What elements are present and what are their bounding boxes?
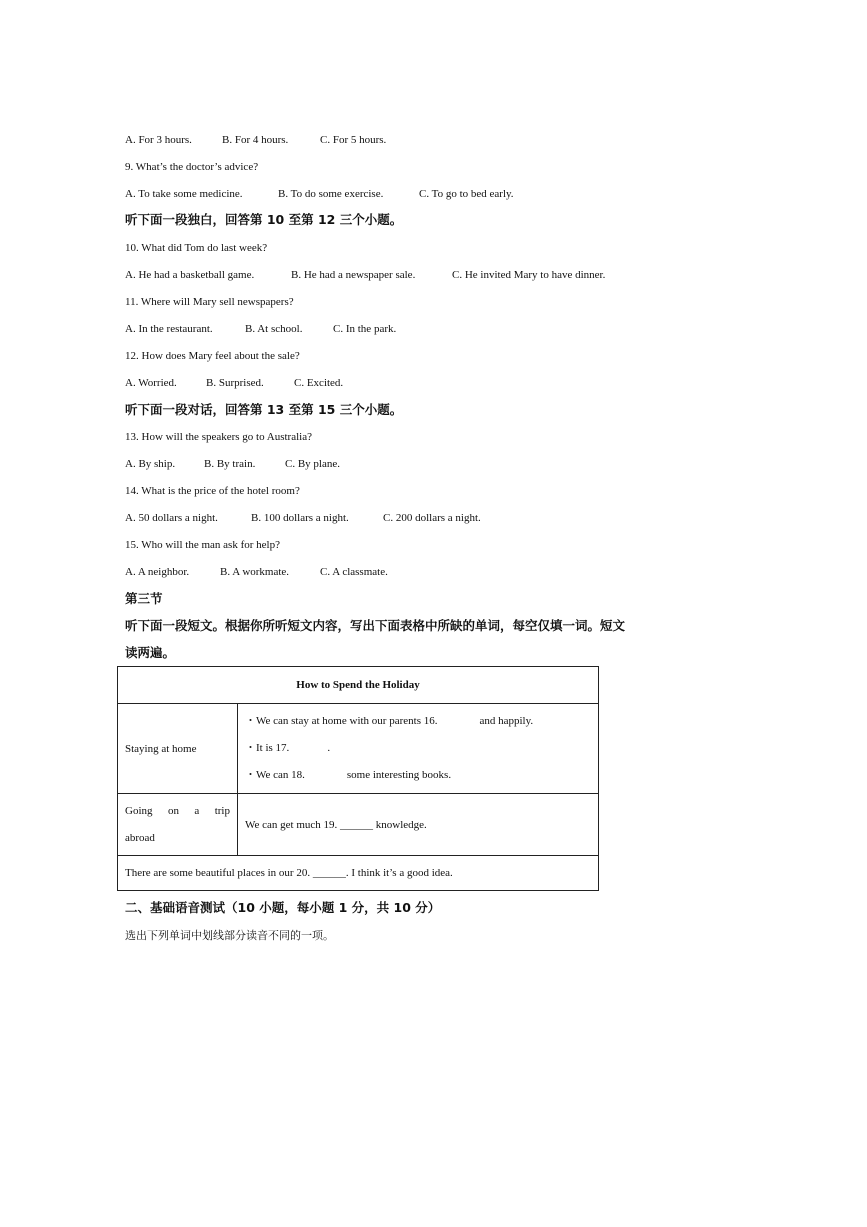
part3-instructions-line1: 听下面一段短文。根据你所听短文内容，写出下面表格中所缺的单词，每空仅填一词。短文: [125, 618, 626, 633]
q15-options: A. A neighbor. B. A workmate. C. A classmate.: [125, 566, 388, 578]
q14-question: 14. What is the price of the hotel room?: [125, 485, 300, 497]
row1-label: Staying at home: [118, 704, 238, 794]
holiday-table: [117, 666, 599, 891]
row2-content: We can get much 19. ______ knowledge.: [238, 794, 599, 856]
q13-options: A. By ship. B. By train. C. By plane.: [125, 458, 340, 470]
section-monologue-heading: 听下面一段独白，回答第 10 至第 12 三个小题。: [125, 212, 403, 227]
table-row: [118, 794, 599, 856]
q15-question: 15. Who will the man ask for help?: [125, 539, 280, 551]
section-dialog-heading: 听下面一段对话，回答第 13 至第 15 三个小题。: [125, 402, 403, 417]
row3-content: There are some beautiful places in our 20. ______. I think it’s a good idea.: [118, 856, 599, 891]
q8-options: A. For 3 hours. B. For 4 hours. C. For 5 hours.: [125, 134, 387, 146]
q9-options: A. To take some medicine. B. To do some exercise. C. To go to bed early.: [125, 188, 514, 200]
q11-question: 11. Where will Mary sell newspapers?: [125, 296, 294, 308]
table-row: [118, 856, 599, 891]
table-title: How to Spend the Holiday: [118, 667, 599, 704]
q12-options: A. Worried. B. Surprised. C. Excited.: [125, 377, 344, 389]
q13-question: 13. How will the speakers go to Australia?: [125, 431, 312, 443]
part2-title: 二、基础语音测试（10 小题，每小题 1 分，共 10 分）: [125, 900, 441, 915]
q9-question: 9. What’s the doctor’s advice?: [125, 161, 259, 173]
row1-content: ・We can stay at home with our parents 16. and happily. ・It is 17. . ・We can 18. some interesting books.: [238, 704, 599, 794]
row2-label: Going on a trip abroad: [118, 794, 238, 856]
q10-options: A. He had a basketball game. B. He had a newspaper sale. C. He invited Mary to have dinner.: [125, 269, 606, 281]
q14-options: A. 50 dollars a night. B. 100 dollars a night. C. 200 dollars a night.: [125, 512, 481, 524]
q12-question: 12. How does Mary feel about the sale?: [125, 350, 300, 362]
q11-options: A. In the restaurant. B. At school. C. In the park.: [125, 323, 397, 335]
part2-instructions: 选出下列单词中划线部分读音不同的一项。: [125, 929, 334, 942]
part3-instructions-line2: 读两遍。: [125, 645, 176, 660]
table-row: [118, 704, 599, 794]
q10-question: 10. What did Tom do last week?: [125, 242, 268, 254]
part3-title: 第三节: [125, 591, 163, 606]
